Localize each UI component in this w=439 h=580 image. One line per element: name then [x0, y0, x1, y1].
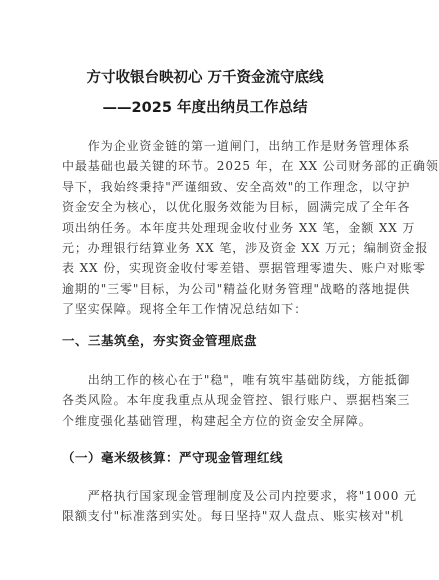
intro-line: 项出纳任务。本年度共处理现金收付业务 XX 笔，金额 XX 万 — [62, 220, 416, 235]
intro-line: 表 XX 份，实现资金收付零差错、票据管理零遗失、账户对账零 — [62, 261, 426, 276]
subsection-paragraph — [62, 486, 417, 527]
subsection-line: 严格执行国家现金管理制度及公司内控要求，将"1000 元 — [62, 489, 417, 503]
section-paragraph — [62, 370, 411, 431]
subsection-heading: （一）毫米级核算：严守现金管理红线 — [62, 450, 284, 465]
subsection-line: 限额支付"标准落到实处。每日坚持"双人盘点、账实核对"机 — [62, 509, 404, 524]
intro-line: 元；办理银行结算业务 XX 笔，涉及资金 XX 万元；编制资金报 — [62, 241, 429, 256]
intro-line: 了坚实保障。现将全年工作情况总结如下： — [62, 302, 308, 317]
section-heading: 一、三基筑垒，夯实资金管理底盘 — [62, 333, 258, 348]
section-line: 出纳工作的核心在于"稳"，唯有筑牢基础防线，方能抵御 — [62, 373, 411, 387]
intro-line: 中最基础也最关键的环节。2025 年，在 XX 公司财务部的正确领 — [62, 159, 439, 174]
document-subtitle: ——2025 年度出纳员工作总结 — [102, 100, 308, 116]
intro-line: 逾期的"三零"目标，为公司"精益化财务管理"战略的落地提供 — [62, 281, 411, 296]
intro-line: 资金安全为核心，以优化服务效能为目标，圆满完成了全年各 — [62, 200, 411, 215]
section-line: 各类风险。本年度我重点从现金管控、银行账户、票据档案三 — [62, 393, 411, 408]
section-line: 个维度强化基础管理，构建起全方位的资金安全屏障。 — [62, 413, 372, 428]
document-title: 方寸收银台映初心 万千资金流守底线 — [86, 70, 324, 86]
intro-paragraph — [62, 136, 439, 320]
intro-line: 导下，我始终秉持"严谨细致、安全高效"的工作理念，以守护 — [62, 179, 411, 194]
intro-line: 作为企业资金链的第一道闸门，出纳工作是财务管理体系 — [62, 139, 411, 153]
